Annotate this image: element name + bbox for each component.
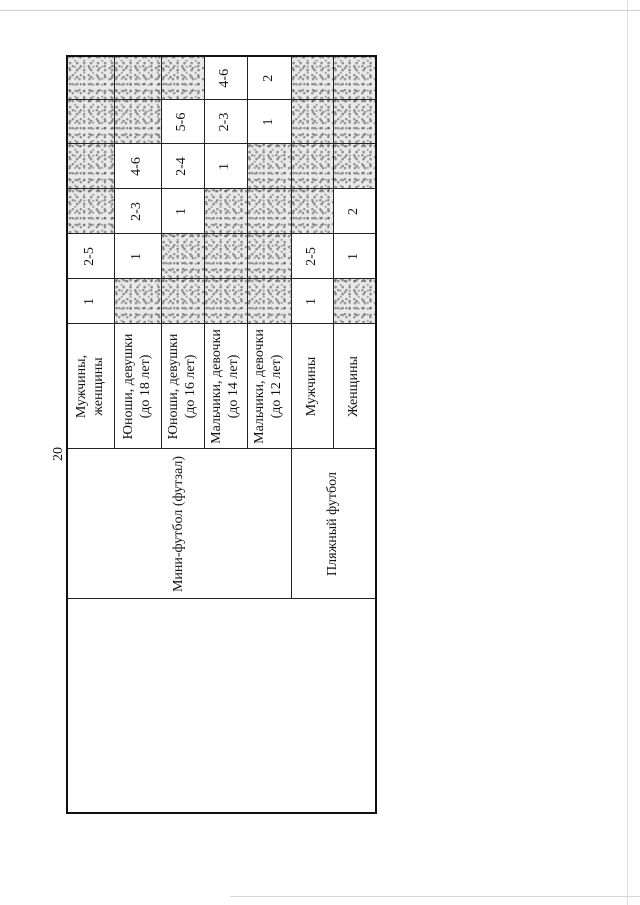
shaded-cell xyxy=(67,56,114,100)
shaded-cell xyxy=(291,100,333,144)
shaded-cell xyxy=(114,56,161,100)
page-edge xyxy=(627,0,628,905)
shaded-cell xyxy=(114,279,161,324)
shaded-cell xyxy=(247,279,291,324)
shaded-cell xyxy=(67,189,114,234)
value-cell: 1 xyxy=(161,189,204,234)
page-number: 20 xyxy=(51,447,66,461)
rotated-table-container xyxy=(66,57,366,814)
age-group-cell: Юноши, девушки (до 18 лет) xyxy=(114,324,161,449)
value-cell: 1 xyxy=(291,279,333,324)
value-cell: 1 xyxy=(67,279,114,324)
age-group-cell: Мужчины, женщины xyxy=(67,324,114,449)
sport-name-cell: Мини-футбол (футзал) xyxy=(67,449,291,599)
shaded-cell xyxy=(291,56,333,100)
page-bottom-rule xyxy=(230,896,640,897)
sport-name-cell: Пляжный футбол xyxy=(291,449,376,599)
age-group-cell: Мальчики, девочки (до 12 лет) xyxy=(247,324,291,449)
value-cell: 4-6 xyxy=(114,144,161,189)
shaded-cell xyxy=(67,144,114,189)
shaded-cell xyxy=(67,100,114,144)
value-cell: 1 xyxy=(247,100,291,144)
shaded-cell xyxy=(204,189,247,234)
shaded-cell xyxy=(333,100,376,144)
value-cell: 2 xyxy=(247,56,291,100)
shaded-cell xyxy=(333,144,376,189)
shaded-cell xyxy=(247,234,291,279)
sports-age-table xyxy=(66,55,377,814)
value-cell: 2 xyxy=(333,189,376,234)
value-cell: 1 xyxy=(114,234,161,279)
age-group-cell: Мальчики, девочки (до 14 лет) xyxy=(204,324,247,449)
age-group-cell: Юноши, девушки (до 16 лет) xyxy=(161,324,204,449)
shaded-cell xyxy=(114,100,161,144)
shaded-cell xyxy=(291,189,333,234)
shaded-cell xyxy=(161,56,204,100)
value-cell: 2-5 xyxy=(291,234,333,279)
empty-first-column xyxy=(67,599,376,813)
table-body xyxy=(67,56,376,813)
value-cell: 2-3 xyxy=(204,100,247,144)
value-cell: 4-6 xyxy=(204,56,247,100)
page-top-rule xyxy=(0,10,640,11)
shaded-cell xyxy=(247,144,291,189)
shaded-cell xyxy=(247,189,291,234)
value-cell: 1 xyxy=(333,234,376,279)
shaded-cell xyxy=(204,234,247,279)
shaded-cell xyxy=(204,279,247,324)
value-cell: 5-6 xyxy=(161,100,204,144)
shaded-cell xyxy=(161,279,204,324)
shaded-cell xyxy=(333,279,376,324)
value-cell: 2-4 xyxy=(161,144,204,189)
age-group-cell: Мужчины xyxy=(291,324,333,449)
value-cell: 2-5 xyxy=(67,234,114,279)
shaded-cell xyxy=(333,56,376,100)
value-cell: 1 xyxy=(204,144,247,189)
table-row xyxy=(67,56,114,813)
shaded-cell xyxy=(291,144,333,189)
value-cell: 2-3 xyxy=(114,189,161,234)
shaded-cell xyxy=(161,234,204,279)
age-group-cell: Женщины xyxy=(333,324,376,449)
